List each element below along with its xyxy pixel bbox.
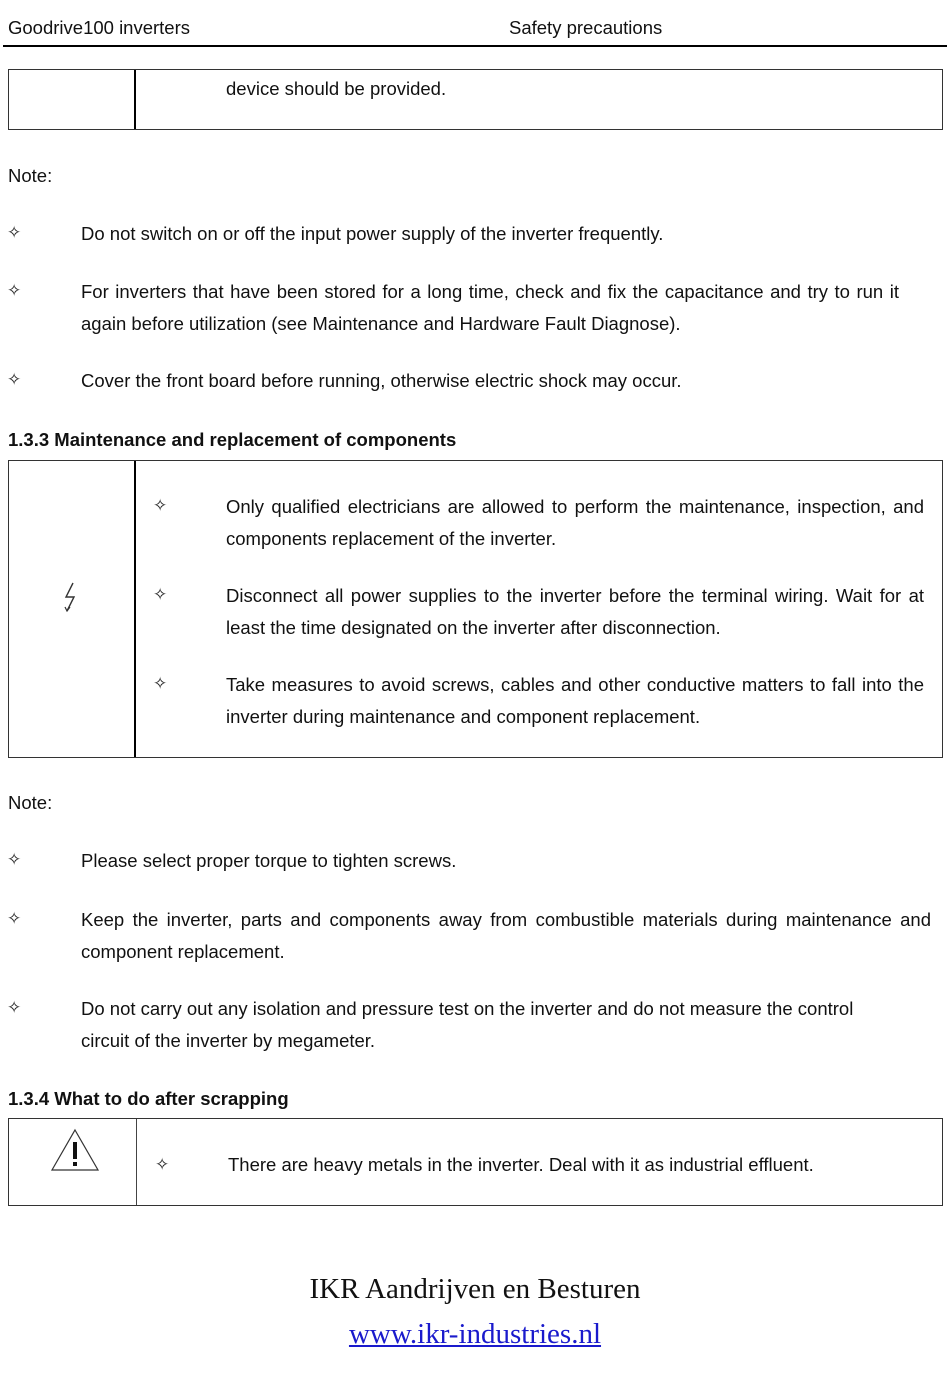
bullet-icon: ✧ — [7, 998, 22, 1018]
note-item: Do not switch on or off the input power supply of the inverter frequently. — [81, 223, 664, 244]
continued-text: device should be provided. — [226, 78, 447, 99]
bullet-icon: ✧ — [153, 585, 168, 605]
header-right: Safety precautions — [509, 17, 663, 38]
continued-table — [8, 69, 943, 130]
bullet-icon: ✧ — [7, 223, 22, 243]
note-item: Cover the front board before running, otherwise electric shock may occur. — [81, 370, 682, 391]
maintenance-item: Disconnect all power supplies to the inverter before the terminal wiring. Wait for at least the time designated on the inverter after disconnection. — [226, 585, 924, 638]
footer-company: IKR Aandrijven en Besturen — [309, 1273, 641, 1305]
note-label: Note: — [8, 165, 53, 186]
bullet-icon: ✧ — [7, 909, 22, 929]
note-item: For inverters that have been stored for a long time, check and fix the capacitance and try to run it again before utilization (see Maintenance and Hardware Fault Diagnose). — [81, 281, 899, 334]
note-label: Note: — [8, 792, 53, 813]
header-rule — [3, 45, 947, 47]
section-heading: 1.3.4 What to do after scrapping — [8, 1088, 289, 1109]
table-divider — [136, 1119, 137, 1205]
header-left: Goodrive100 inverters — [8, 17, 191, 38]
table-divider — [134, 461, 136, 757]
warning-triangle-icon — [50, 1128, 100, 1172]
scrapping-table — [8, 1118, 943, 1206]
electric-hazard-icon — [57, 581, 83, 615]
maintenance-item: Take measures to avoid screws, cables and other conductive matters to fall into the inverter during maintenance and component replacement. — [226, 674, 924, 727]
bullet-icon: ✧ — [7, 281, 22, 301]
maintenance-item: Only qualified electricians are allowed to perform the maintenance, inspection, and components replacement of the inverter. — [226, 496, 924, 549]
footer-url-container — [0, 1318, 950, 1351]
note-item: Please select proper torque to tighten screws. — [81, 850, 457, 871]
bullet-icon: ✧ — [153, 496, 168, 516]
maintenance-table — [8, 460, 943, 758]
scrapping-item: There are heavy metals in the inverter. Deal with it as industrial effluent. — [228, 1154, 814, 1175]
bullet-icon: ✧ — [7, 850, 22, 870]
bullet-icon: ✧ — [153, 674, 168, 694]
table-divider — [134, 70, 136, 129]
section-heading: 1.3.3 Maintenance and replacement of components — [8, 429, 457, 450]
footer-url-link[interactable]: www.ikr-industries.nl — [348, 1318, 602, 1350]
bullet-icon: ✧ — [155, 1155, 170, 1175]
note-item: Do not carry out any isolation and pressure test on the inverter and do not measure the control circuit of the inverter by megameter. — [81, 998, 854, 1051]
bullet-icon: ✧ — [7, 370, 22, 390]
note-item: Keep the inverter, parts and components away from combustible materials during maintenance and component replacement. — [81, 909, 931, 962]
